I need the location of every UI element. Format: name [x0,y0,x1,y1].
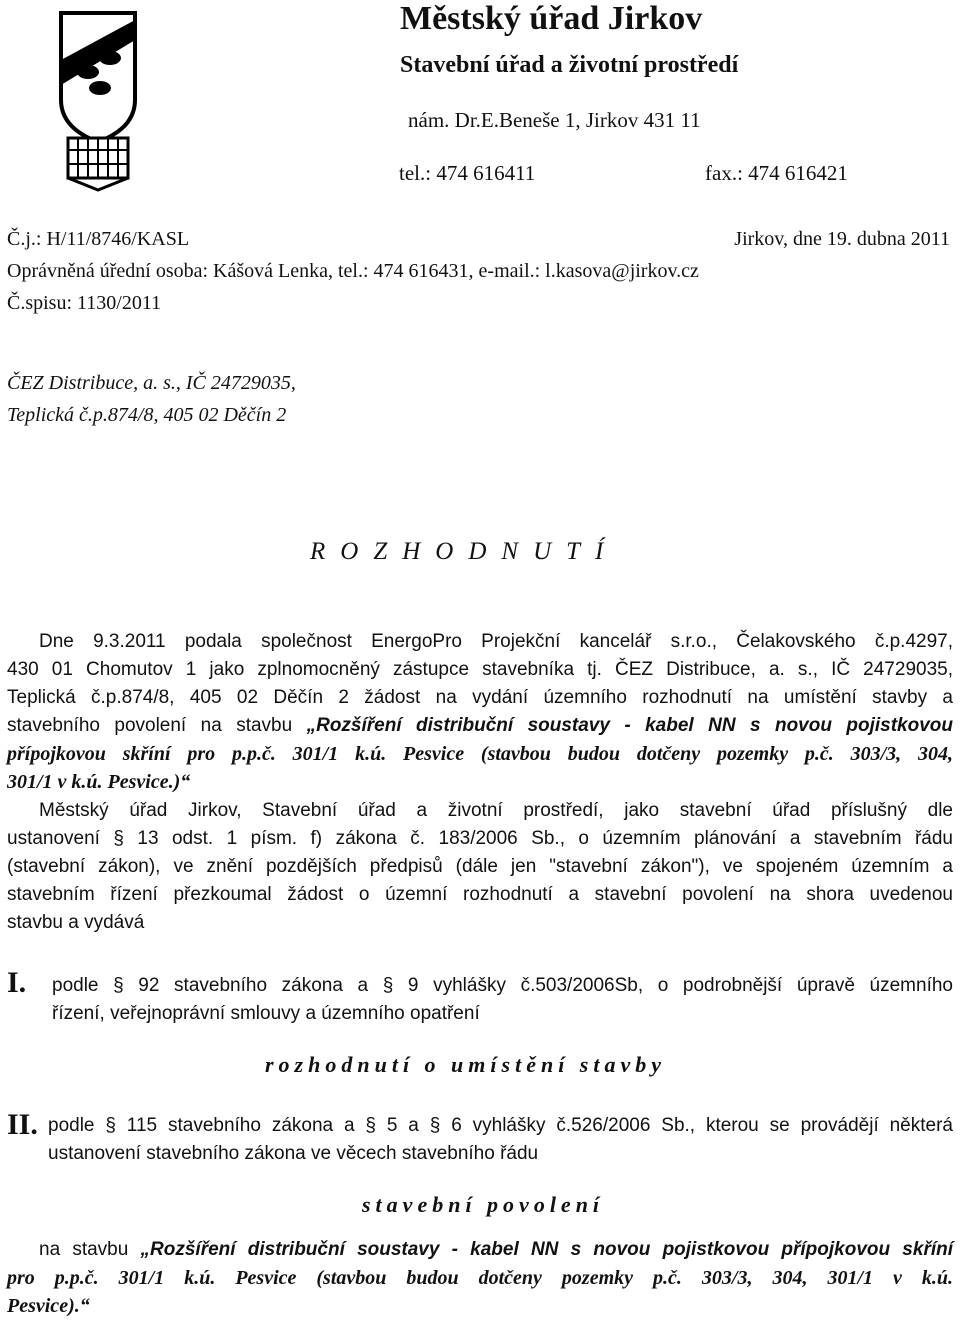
body-line: (stavební zákon), ve znění pozdějších předpisů (dále jen "stavební zákon"), ve spojeném územním a [7,856,953,877]
body-line: Městský úřad Jirkov, Stavební úřad a životní prostředí, jako stavební úřad příslušný dle [39,800,953,821]
section-1-line: podle § 92 stavebního zákona a § 9 vyhlášky č.503/2006Sb, o podrobnější úpravě územního [52,975,953,996]
intro-text: stavebního povolení na stavbu [7,715,307,736]
department-subtitle: Stavební úřad a životní prostředí [400,52,739,78]
document-date: Jirkov, dne 19. dubna 2011 [734,228,950,250]
body-line: stavebním řízení přezkoumal žádost o územní rozhodnutí a stavební povolení na shora uvedenou [7,884,953,905]
intro-line: Dne 9.3.2011 podala společnost EnergoPro Projekční kancelář s.r.o., Čelakovského č.p.4297, [39,631,953,652]
intro-line: přípojkovou skříní pro p.p.č. 301/1 k.ú. Pesvice (stavbou budou dotčeny pozemky p.č. 303/3, 304, [7,743,953,765]
intro-line: 430 01 Chomutov 1 jako zplnomocněný zástupce stavebníka tj. ČEZ Distribuce, a. s., IČ 24729035, [7,659,953,680]
project-name: „Rozšíření distribuční soustavy - kabel NN s novou pojistkovou přípojkovou skříní [140,1239,953,1260]
authorized-official: Oprávněná úřední osoba: Kášová Lenka, tel.: 474 616431, e-mail.: l.kasova@jirkov.cz [7,260,699,282]
coat-of-arms-logo [58,10,138,192]
closing-paragraph [7,1236,953,1320]
office-phone: tel.: 474 616411 [399,161,536,185]
body-line: ustanovení § 13 odst. 1 písm. f) zákona č. 183/2006 Sb., o územním plánování a stavebním řádu [7,828,953,849]
closing-line: pro p.p.č. 301/1 k.ú. Pesvice (stavbou budou dotčeny pozemky p.č. 303/3, 304, 301/1 v k.ú. [7,1267,953,1289]
intro-paragraph [7,628,953,796]
office-fax: fax.: 474 616421 [705,161,848,185]
section-1-heading: rozhodnutí o umístění stavby [265,1052,667,1077]
reference-number: Č.j.: H/11/8746/KASL [7,228,190,250]
body-line: stavbu a vydává [7,912,145,933]
project-name: „Rozšíření distribuční soustavy - kabel NN s novou pojistkovou [306,715,953,736]
recipient-line-1: ČEZ Distribuce, a. s., IČ 24729035, [7,372,296,394]
closing-text: na stavbu [39,1239,141,1260]
section-1-text [52,972,953,1028]
closing-line: Pesvice).“ [7,1295,90,1317]
document-heading: ROZHODNUTÍ [310,538,619,565]
section-1-numeral: I. [7,966,27,999]
section-2-line: podle § 115 stavebního zákona a § 5 a § 6 vyhlášky č.526/2006 Sb., kterou se provádějí některá [48,1115,953,1136]
file-number: Č.spisu: 1130/2011 [7,292,162,314]
closing-line [7,1236,953,1264]
intro-line: Teplická č.p.874/8, 405 02 Děčín 2 žádost na vydání územního rozhodnutí na umístění stavby a [7,687,953,708]
body-paragraph [7,797,953,937]
recipient-line-2: Teplická č.p.874/8, 405 02 Děčín 2 [7,404,287,426]
section-2-heading: stavební povolení [362,1192,605,1217]
office-title: Městský úřad Jirkov [400,0,703,37]
intro-line: 301/1 v k.ú. Pesvice.)“ [7,771,191,793]
intro-line [7,712,953,740]
section-2-numeral: II. [7,1108,38,1141]
office-address: nám. Dr.E.Beneše 1, Jirkov 431 11 [408,108,701,132]
section-2-text [48,1112,953,1168]
section-1-line: řízení, veřejnoprávní smlouvy a územního opatření [52,1003,480,1024]
section-2-line: ustanovení stavebního zákona ve věcech stavebního řádu [48,1143,539,1164]
